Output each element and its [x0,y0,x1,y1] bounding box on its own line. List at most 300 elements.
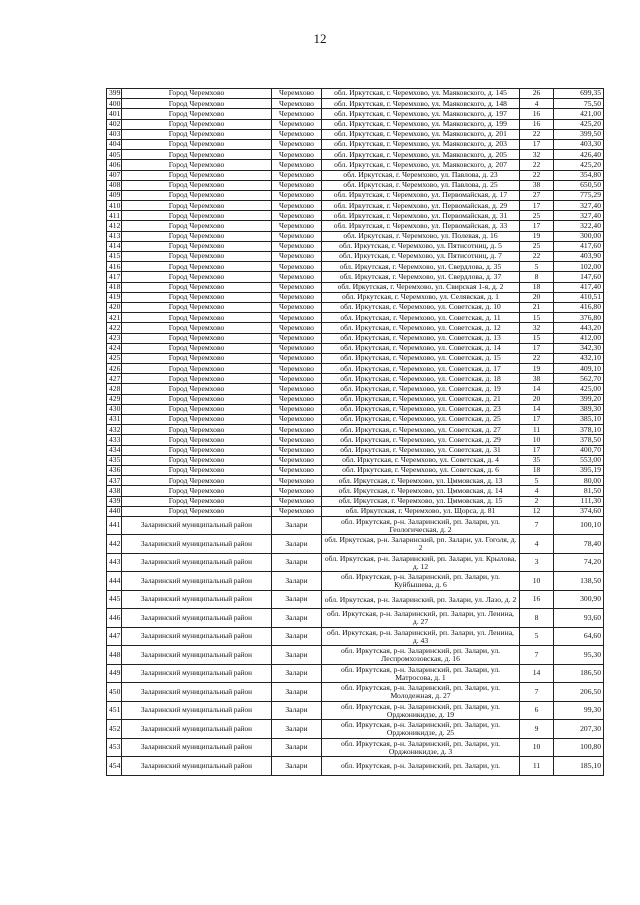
table-row [107,720,604,739]
table-row [107,180,604,190]
total-area: 327,40 [554,211,604,221]
apartment-count: 5 [520,627,554,646]
table-row [107,506,604,516]
total-area: 399,20 [554,394,604,404]
table-row [107,160,604,170]
building-address: обл. Иркутская, р-н. Заларинский, рп. Залари, ул. Леспромхозовская, д. 16 [322,646,520,665]
municipality-name: Город Черемхово [122,496,272,506]
row-number: 454 [107,757,122,776]
municipality-name: Город Черемхово [122,231,272,241]
building-address: обл. Иркутская, г. Черемхово, ул. Маяковского, д. 197 [322,109,520,119]
row-number: 437 [107,476,122,486]
settlement-name: Залари [272,683,322,702]
settlement-name: Залари [272,646,322,665]
building-address: обл. Иркутская, р-н. Заларинский, рп. Залари, ул. Геологическая, д. 2 [322,516,520,535]
table-row [107,89,604,99]
apartment-count: 5 [520,476,554,486]
settlement-name: Черемхово [272,160,322,170]
apartment-count: 6 [520,701,554,720]
settlement-name: Черемхово [272,425,322,435]
settlement-name: Залари [272,664,322,683]
total-area: 95,30 [554,646,604,665]
settlement-name: Залари [272,720,322,739]
row-number: 405 [107,150,122,160]
settlement-name: Черемхово [272,231,322,241]
apartment-count: 15 [520,313,554,323]
row-number: 426 [107,364,122,374]
total-area: 775,29 [554,190,604,200]
total-area: 300,00 [554,231,604,241]
table-row [107,374,604,384]
settlement-name: Черемхово [272,119,322,129]
apartment-count: 4 [520,486,554,496]
settlement-name: Черемхово [272,129,322,139]
apartment-count: 38 [520,374,554,384]
row-number: 440 [107,506,122,516]
row-number: 412 [107,221,122,231]
building-address: обл. Иркутская, г. Черемхово, ул. Щорса, д. 81 [322,506,520,516]
table-row [107,516,604,535]
apartment-count: 21 [520,302,554,312]
settlement-name: Черемхово [272,170,322,180]
apartment-count: 17 [520,415,554,425]
municipality-name: Заларинский муниципальный район [122,757,272,776]
total-area: 432,10 [554,353,604,363]
municipality-name: Заларинский муниципальный район [122,646,272,665]
municipality-name: Город Черемхово [122,364,272,374]
municipality-name: Город Черемхово [122,201,272,211]
municipality-name: Город Черемхово [122,89,272,99]
apartment-count: 22 [520,160,554,170]
settlement-name: Черемхово [272,333,322,343]
building-address: обл. Иркутская, г. Черемхово, ул. Маяковского, д. 148 [322,99,520,109]
municipality-name: Заларинский муниципальный район [122,683,272,702]
row-number: 427 [107,374,122,384]
municipality-name: Город Черемхово [122,384,272,394]
apartment-count: 27 [520,190,554,200]
settlement-name: Черемхово [272,435,322,445]
table-row [107,99,604,109]
table-row [107,353,604,363]
total-area: 111,30 [554,496,604,506]
building-address: обл. Иркутская, г. Черемхово, ул. Свирская 1-я, д. 2 [322,282,520,292]
municipality-name: Заларинский муниципальный район [122,535,272,554]
building-address: обл. Иркутская, г. Черемхово, ул. Маяковского, д. 145 [322,89,520,99]
row-number: 428 [107,384,122,394]
apartment-count: 14 [520,384,554,394]
table-row [107,333,604,343]
total-area: 342,30 [554,343,604,353]
apartment-count: 19 [520,231,554,241]
row-number: 420 [107,302,122,312]
building-address: обл. Иркутская, г. Черемхово, ул. Цммовская, д. 13 [322,476,520,486]
settlement-name: Черемхово [272,394,322,404]
row-number: 399 [107,89,122,99]
municipality-name: Город Черемхово [122,170,272,180]
settlement-name: Черемхово [272,282,322,292]
total-area: 699,35 [554,89,604,99]
row-number: 424 [107,343,122,353]
settlement-name: Черемхово [272,364,322,374]
building-address: обл. Иркутская, р-н. Заларинский, рп. Залари, ул. Гоголя, д. 2 [322,535,520,554]
table-row [107,572,604,591]
settlement-name: Черемхово [272,384,322,394]
building-address: обл. Иркутская, р-н. Заларинский, рп. Залари, ул. Молодежная, д. 27 [322,683,520,702]
total-area: 102,00 [554,262,604,272]
settlement-name: Черемхово [272,211,322,221]
apartment-count: 9 [520,720,554,739]
row-number: 436 [107,465,122,475]
total-area: 138,50 [554,572,604,591]
building-address: обл. Иркутская, г. Черемхово, ул. Маяковского, д. 201 [322,129,520,139]
municipality-name: Заларинский муниципальный район [122,516,272,535]
municipality-name: Заларинский муниципальный район [122,738,272,757]
apartment-count: 4 [520,535,554,554]
settlement-name: Черемхово [272,89,322,99]
row-number: 441 [107,516,122,535]
settlement-name: Черемхово [272,201,322,211]
municipality-name: Город Черемхово [122,262,272,272]
apartment-count: 8 [520,609,554,628]
municipality-name: Город Черемхово [122,241,272,251]
row-number: 450 [107,683,122,702]
building-address: обл. Иркутская, р-н. Заларинский, рп. Залари, ул. Куйбышева, д. 6 [322,572,520,591]
settlement-name: Черемхово [272,241,322,251]
row-number: 408 [107,180,122,190]
row-number: 400 [107,99,122,109]
total-area: 322,40 [554,221,604,231]
apartment-count: 20 [520,292,554,302]
table-row [107,476,604,486]
total-area: 206,50 [554,683,604,702]
settlement-name: Черемхово [272,302,322,312]
table-row [107,738,604,757]
apartment-count: 14 [520,404,554,414]
building-address: обл. Иркутская, г. Черемхово, ул. Полевая, д. 16 [322,231,520,241]
settlement-name: Черемхово [272,190,322,200]
page-number: 12 [313,31,327,46]
apartment-count: 38 [520,180,554,190]
table-row [107,323,604,333]
row-number: 423 [107,333,122,343]
apartment-count: 16 [520,590,554,609]
total-area: 93,60 [554,609,604,628]
municipality-name: Город Черемхово [122,404,272,414]
apartment-count: 11 [520,425,554,435]
settlement-name: Черемхово [272,415,322,425]
settlement-name: Черемхово [272,496,322,506]
row-number: 417 [107,272,122,282]
total-area: 650,50 [554,180,604,190]
table-row [107,221,604,231]
row-number: 433 [107,435,122,445]
total-area: 75,50 [554,99,604,109]
row-number: 453 [107,738,122,757]
municipality-name: Город Черемхово [122,252,272,262]
row-number: 443 [107,553,122,572]
building-address: обл. Иркутская, г. Черемхово, ул. Советская, д. 14 [322,343,520,353]
total-area: 385,10 [554,415,604,425]
table-row [107,252,604,262]
apartment-count: 32 [520,323,554,333]
table-row [107,139,604,149]
settlement-name: Черемхово [272,506,322,516]
table-row [107,343,604,353]
settlement-name: Залари [272,609,322,628]
municipality-name: Заларинский муниципальный район [122,590,272,609]
table-row [107,170,604,180]
municipality-name: Заларинский муниципальный район [122,720,272,739]
building-address: обл. Иркутская, г. Черемхово, ул. Советская, д. 13 [322,333,520,343]
table-row [107,465,604,475]
table-row [107,201,604,211]
total-area: 185,10 [554,757,604,776]
building-address: обл. Иркутская, г. Черемхово, ул. Первомайская, д. 17 [322,190,520,200]
municipality-name: Город Черемхово [122,465,272,475]
building-address: обл. Иркутская, г. Черемхово, ул. Советская, д. 15 [322,353,520,363]
apartment-count: 35 [520,455,554,465]
apartment-count: 17 [520,221,554,231]
total-area: 186,50 [554,664,604,683]
total-area: 378,10 [554,425,604,435]
table-row [107,415,604,425]
building-address: обл. Иркутская, р-н. Заларинский, рп. Залари, ул. Орджоникидзе, д. 3 [322,738,520,757]
apartment-count: 7 [520,646,554,665]
apartment-count: 22 [520,129,554,139]
apartment-count: 12 [520,506,554,516]
row-number: 451 [107,701,122,720]
table-row [107,109,604,119]
building-address: обл. Иркутская, г. Черемхово, ул. Советская, д. 29 [322,435,520,445]
municipality-name: Город Черемхово [122,221,272,231]
settlement-name: Залари [272,553,322,572]
total-area: 425,20 [554,119,604,129]
apartment-count: 26 [520,89,554,99]
total-area: 395,19 [554,465,604,475]
municipality-name: Город Черемхово [122,425,272,435]
total-area: 425,20 [554,160,604,170]
municipality-name: Город Черемхово [122,302,272,312]
settlement-name: Залари [272,627,322,646]
apartment-count: 15 [520,333,554,343]
building-address: обл. Иркутская, г. Черемхово, ул. Маяковского, д. 203 [322,139,520,149]
settlement-name: Черемхово [272,292,322,302]
settlement-name: Черемхово [272,262,322,272]
row-number: 411 [107,211,122,221]
row-number: 413 [107,231,122,241]
apartment-count: 25 [520,241,554,251]
row-number: 406 [107,160,122,170]
table-row [107,150,604,160]
settlement-name: Черемхово [272,313,322,323]
apartment-count: 22 [520,252,554,262]
municipality-name: Город Черемхово [122,119,272,129]
building-address: обл. Иркутская, г. Черемхово, ул. Советская, д. 10 [322,302,520,312]
apartment-count: 19 [520,364,554,374]
apartment-count: 14 [520,664,554,683]
total-area: 327,40 [554,201,604,211]
settlement-name: Черемхово [272,109,322,119]
municipality-name: Город Черемхово [122,272,272,282]
building-address: обл. Иркутская, г. Черемхово, ул. Первомайская, д. 29 [322,201,520,211]
building-address: обл. Иркутская, г. Черемхово, ул. Цммовская, д. 14 [322,486,520,496]
settlement-name: Залари [272,516,322,535]
row-number: 409 [107,190,122,200]
total-area: 354,80 [554,170,604,180]
total-area: 378,50 [554,435,604,445]
building-address: обл. Иркутская, г. Черемхово, ул. Советская, д. 4 [322,455,520,465]
building-address: обл. Иркутская, г. Черемхово, ул. Первомайская, д. 31 [322,211,520,221]
apartment-count: 20 [520,394,554,404]
building-address: обл. Иркутская, р-н. Заларинский, рп. Залари, ул. Матросова, д. 1 [322,664,520,683]
building-address: обл. Иркутская, г. Черемхово, ул. Советская, д. 23 [322,404,520,414]
row-number: 438 [107,486,122,496]
settlement-name: Черемхово [272,150,322,160]
table-row [107,364,604,374]
total-area: 300,90 [554,590,604,609]
total-area: 99,30 [554,701,604,720]
apartment-count: 16 [520,109,554,119]
settlement-name: Залари [272,701,322,720]
apartment-count: 10 [520,572,554,591]
building-address: обл. Иркутская, р-н. Заларинский, рп. Залари, ул. Крылова, д. 12 [322,553,520,572]
total-area: 100,80 [554,738,604,757]
table-row [107,282,604,292]
building-address: обл. Иркутская, р-н. Заларинский, рп. Залари, ул. Лазо, д. 2 [322,590,520,609]
municipality-name: Город Черемхово [122,486,272,496]
table-row [107,590,604,609]
municipality-name: Город Черемхово [122,109,272,119]
building-address: обл. Иркутская, р-н. Заларинский, рп. Залари, ул. Ленина, д. 27 [322,609,520,628]
total-area: 412,00 [554,333,604,343]
settlement-name: Залари [272,757,322,776]
apartment-count: 4 [520,99,554,109]
settlement-name: Черемхово [272,323,322,333]
row-number: 435 [107,455,122,465]
total-area: 374,60 [554,506,604,516]
municipality-name: Город Черемхово [122,292,272,302]
row-number: 429 [107,394,122,404]
table-row [107,627,604,646]
settlement-name: Черемхово [272,476,322,486]
row-number: 418 [107,282,122,292]
table-row [107,435,604,445]
building-address: обл. Иркутская, г. Черемхово, ул. Советская, д. 25 [322,415,520,425]
total-area: 417,40 [554,282,604,292]
building-address: обл. Иркутская, г. Черемхово, ул. Советская, д. 6 [322,465,520,475]
apartment-count: 5 [520,262,554,272]
total-area: 400,70 [554,445,604,455]
apartment-count: 18 [520,282,554,292]
buildings-table [106,88,604,776]
total-area: 421,00 [554,109,604,119]
row-number: 421 [107,313,122,323]
row-number: 416 [107,262,122,272]
municipality-name: Город Черемхово [122,160,272,170]
apartment-count: 7 [520,683,554,702]
total-area: 409,10 [554,364,604,374]
municipality-name: Город Черемхово [122,415,272,425]
settlement-name: Черемхово [272,272,322,282]
row-number: 410 [107,201,122,211]
building-address: обл. Иркутская, г. Черемхово, ул. Советская, д. 21 [322,394,520,404]
apartment-count: 7 [520,516,554,535]
settlement-name: Черемхово [272,374,322,384]
settlement-name: Черемхово [272,445,322,455]
row-number: 414 [107,241,122,251]
municipality-name: Заларинский муниципальный район [122,627,272,646]
municipality-name: Город Черемхово [122,353,272,363]
table-row [107,231,604,241]
table-row [107,384,604,394]
table-row [107,292,604,302]
row-number: 449 [107,664,122,683]
apartment-count: 32 [520,150,554,160]
settlement-name: Залари [272,535,322,554]
row-number: 422 [107,323,122,333]
total-area: 399,50 [554,129,604,139]
settlement-name: Залари [272,738,322,757]
settlement-name: Залари [272,590,322,609]
row-number: 431 [107,415,122,425]
settlement-name: Черемхово [272,221,322,231]
total-area: 425,00 [554,384,604,394]
building-address: обл. Иркутская, р-н. Заларинский, рп. Залари, ул. Орджоникидзе, д. 25 [322,720,520,739]
municipality-name: Город Черемхово [122,99,272,109]
municipality-name: Заларинский муниципальный район [122,664,272,683]
apartment-count: 17 [520,139,554,149]
municipality-name: Город Черемхово [122,394,272,404]
apartment-count: 17 [520,445,554,455]
table-row [107,241,604,251]
total-area: 78,40 [554,535,604,554]
municipality-name: Город Черемхово [122,282,272,292]
settlement-name: Черемхово [272,99,322,109]
building-address: обл. Иркутская, г. Черемхово, ул. Первомайская, д. 33 [322,221,520,231]
building-address: обл. Иркутская, г. Черемхово, ул. Цммовская, д. 15 [322,496,520,506]
settlement-name: Залари [272,572,322,591]
municipality-name: Заларинский муниципальный район [122,701,272,720]
building-address: обл. Иркутская, г. Черемхово, ул. Маяковского, д. 207 [322,160,520,170]
building-address: обл. Иркутская, г. Черемхово, ул. Свердлова, д. 37 [322,272,520,282]
municipality-name: Город Черемхово [122,313,272,323]
row-number: 432 [107,425,122,435]
row-number: 445 [107,590,122,609]
municipality-name: Заларинский муниципальный район [122,553,272,572]
settlement-name: Черемхово [272,252,322,262]
table-row [107,404,604,414]
building-address: обл. Иркутская, г. Черемхово, ул. Павлова, д. 23 [322,170,520,180]
row-number: 401 [107,109,122,119]
row-number: 444 [107,572,122,591]
settlement-name: Черемхово [272,353,322,363]
table-row [107,129,604,139]
apartment-count: 3 [520,553,554,572]
row-number: 452 [107,720,122,739]
total-area: 417,60 [554,241,604,251]
apartment-count: 22 [520,170,554,180]
total-area: 389,30 [554,404,604,414]
row-number: 447 [107,627,122,646]
row-number: 402 [107,119,122,129]
municipality-name: Город Черемхово [122,180,272,190]
apartment-count: 17 [520,343,554,353]
table-row [107,664,604,683]
table-row [107,553,604,572]
total-area: 443,20 [554,323,604,333]
total-area: 403,30 [554,139,604,149]
total-area: 553,00 [554,455,604,465]
